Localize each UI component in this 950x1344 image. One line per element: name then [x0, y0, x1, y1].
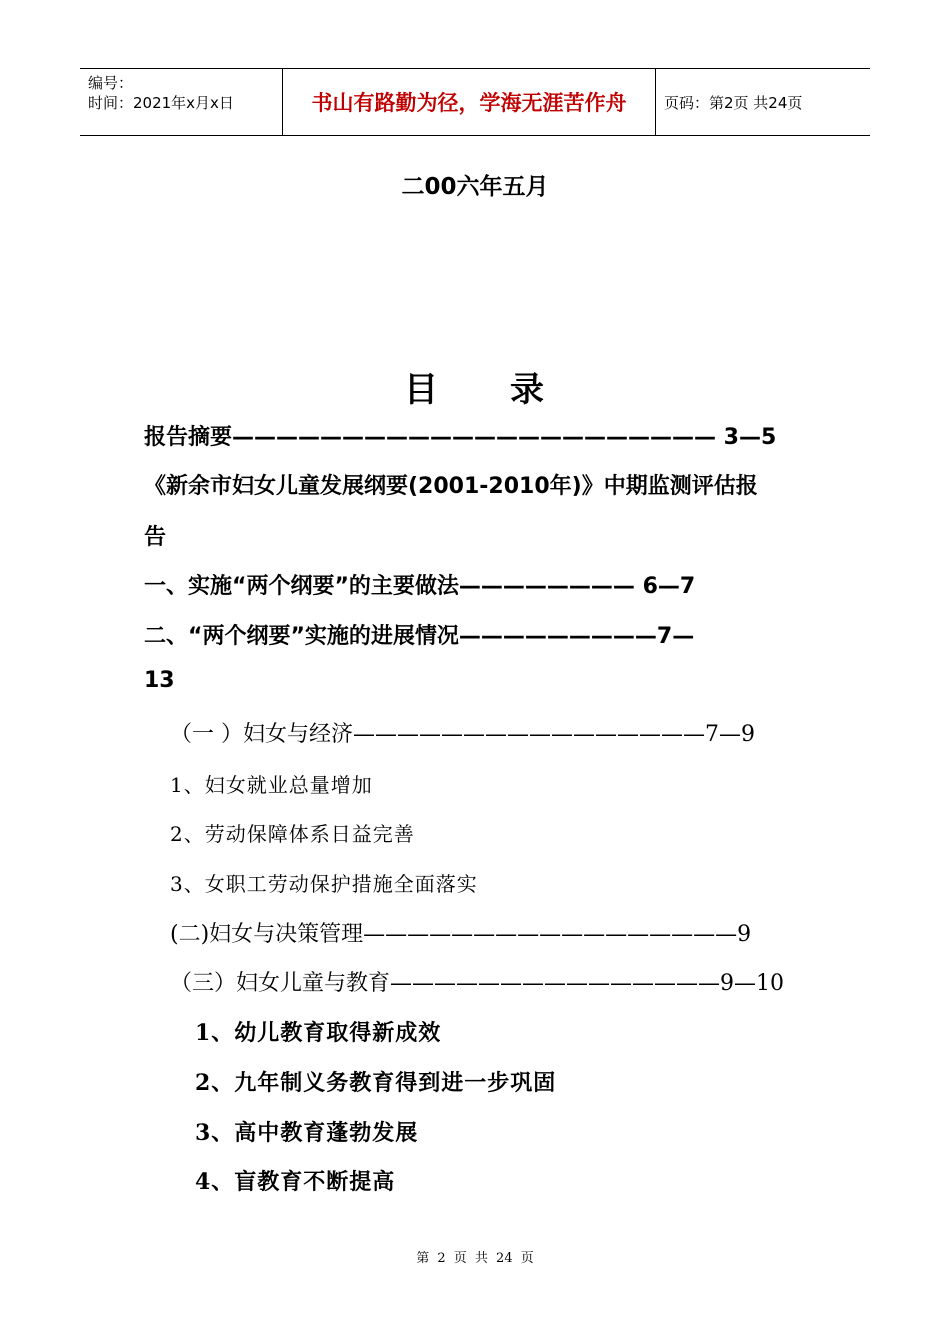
- toc-entry-summary: 报告摘要—————————————————————— 3—5: [144, 425, 777, 450]
- toc-entry-economy: （一 ）妇女与经济————————————————7—9: [170, 722, 755, 747]
- time-label: 时间：2021年x月x日: [88, 94, 234, 112]
- toc-entry-item: 2、九年制义务教育得到进一步巩固: [195, 1070, 557, 1096]
- number-label: 编号：: [88, 74, 134, 92]
- toc-entry-item: 1、妇女就业总量增加: [170, 773, 373, 797]
- toc-title-right: 录: [510, 370, 546, 410]
- motto: 书山有路勤为径，学海无涯苦作舟: [282, 69, 656, 135]
- toc-entry-item: 3、高中教育蓬勃发展: [195, 1120, 419, 1146]
- page-footer: 第 2 页 共 24 页: [416, 1251, 534, 1266]
- page-info: 页码：第2页 共24页: [664, 93, 803, 112]
- toc-entry-item: 2、劳动保障体系日益完善: [170, 822, 415, 846]
- toc-entry-report-cont: 告: [144, 525, 167, 550]
- toc-entry-item: 4、盲教育不断提高: [195, 1169, 396, 1195]
- toc-entry-item: 3、女职工劳动保护措施全面落实: [170, 872, 478, 896]
- toc-entry-report: 《新余市妇女儿童发展纲要(2001-2010年)》中期监测评估报: [144, 474, 758, 499]
- toc-entry-item: 1、幼儿教育取得新成效: [195, 1020, 442, 1046]
- toc-entry-education: （三）妇女儿童与教育———————————————9—10: [170, 971, 784, 996]
- date-line: 二00六年五月: [401, 174, 549, 200]
- toc-entry-part-2-cont: 13: [144, 668, 175, 693]
- toc-entry-part-1: 一、实施“两个纲要”的主要做法———————— 6—7: [144, 574, 696, 599]
- header-meta: [80, 69, 282, 135]
- page-header: [80, 68, 870, 136]
- toc-entry-part-2: 二、“两个纲要”实施的进展情况—————————7—: [144, 624, 695, 649]
- toc-title-left: 目: [404, 370, 440, 410]
- toc-title: [0, 362, 950, 411]
- toc-entry-decision: (二)妇女与决策管理—————————————————9: [170, 922, 752, 947]
